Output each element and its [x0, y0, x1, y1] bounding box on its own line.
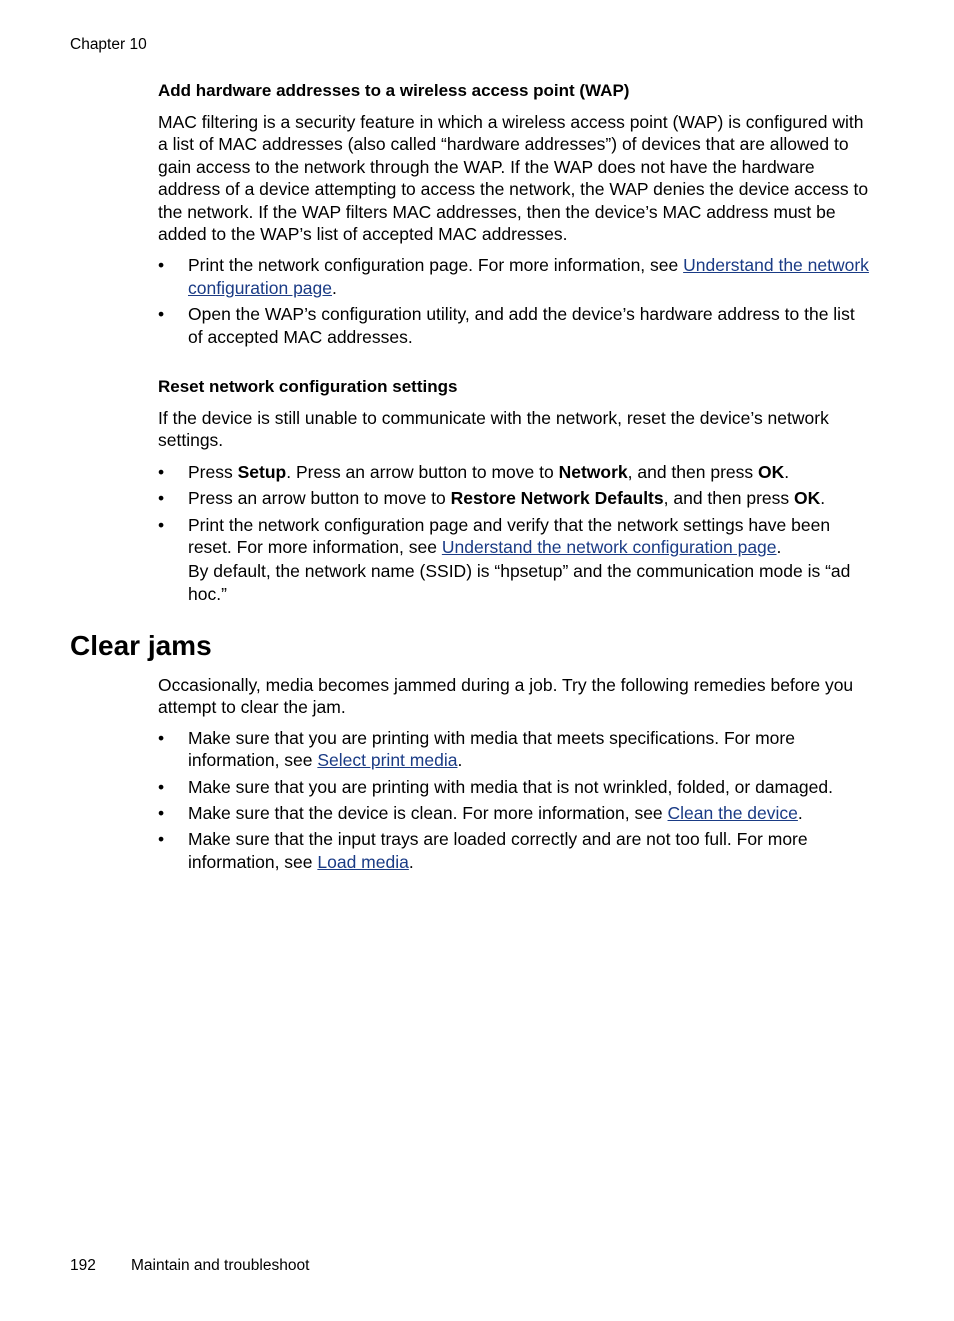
ok-label: OK [794, 488, 821, 509]
setup-label: Setup [237, 461, 287, 482]
list-item-text: Print the network configuration page. For more information, see [188, 255, 684, 276]
list-item [158, 514, 870, 606]
paragraph-jams: Occasionally, media becomes jammed during a job. Try the following remedies before you attempt to clear the jam. [158, 675, 854, 718]
list-item [158, 802, 870, 824]
ok-label: OK [758, 461, 785, 482]
list-item-text: . Press an arrow button to move to [286, 461, 559, 482]
paragraph-reset: If the device is still unable to communicate with the network, reset the device’s network settings. [158, 408, 829, 451]
list-item [158, 303, 870, 348]
list-item-text: , and then press [663, 488, 794, 509]
list-item-text: Make sure that you are printing with media that is not wrinkled, folded, or damaged. [188, 776, 833, 797]
footer-section-title: Maintain and troubleshoot [131, 1257, 310, 1274]
link-load-media[interactable]: Load media [317, 851, 409, 872]
list-item [158, 254, 870, 299]
bullet-list-wap [158, 254, 870, 348]
section-title-wap: Add hardware addresses to a wireless access point (WAP) [158, 81, 630, 100]
link-understand-config-page[interactable]: Understand the network configuration page [441, 537, 777, 558]
list-item-text: . [820, 488, 826, 509]
list-item [158, 727, 870, 772]
page-heading-clear-jams: Clear jams [70, 630, 212, 661]
list-item [158, 828, 870, 873]
link-understand-config-page[interactable]: Understand the network configuration page [188, 255, 869, 298]
list-item-text: . [784, 461, 790, 482]
section-title-reset: Reset network configuration settings [158, 377, 458, 396]
list-item-text: Make sure that the device is clean. For more information, see [188, 803, 668, 824]
list-item-text: . [457, 750, 463, 771]
list-item [158, 776, 870, 798]
list-item-text: Print the network configuration page and verify that the network settings have been reset. For more information, see [188, 514, 831, 558]
bullet-list-jams [158, 727, 870, 873]
section-reset [158, 376, 870, 605]
page-number: 192 [70, 1257, 96, 1274]
link-select-print-media[interactable]: Select print media [317, 750, 458, 771]
list-item-text: Open the WAP’s configuration utility, and add the device’s hardware address to the list of accepted MAC addresses. [188, 304, 855, 347]
list-item-text: . [797, 803, 803, 824]
list-item-text: , and then press [627, 461, 759, 482]
list-item-text: . [776, 537, 782, 558]
section-jams [158, 674, 870, 873]
list-item-text: Press [188, 461, 238, 482]
network-label: Network [558, 461, 628, 482]
restore-defaults-label: Restore Network Defaults [450, 488, 664, 509]
list-item-text: Make sure that you are printing with media that meets specifications. For more information, see [188, 727, 795, 771]
note-default-ssid: By default, the network name (SSID) is “hpsetup” and the communication mode is “ad hoc.” [188, 561, 851, 604]
list-item-text: . [408, 851, 414, 872]
paragraph-wap: MAC filtering is a security feature in which a wireless access point (WAP) is configured with a list of MAC addresses (also called “hardware addresses”) of devices that are allowed to gain access to the network through the WAP. If the WAP does not have the hardware address of a device attempting to access the network, the WAP denies the device access to the network. If the WAP filters MAC addresses, then the device’s MAC address must be added to the WAP’s list of accepted MAC addresses. [158, 112, 869, 245]
list-item [158, 487, 870, 509]
link-clean-the-device[interactable]: Clean the device [667, 803, 798, 824]
list-item-text: Press an arrow button to move to [188, 488, 451, 509]
section-wap [158, 80, 870, 348]
bullet-list-reset [158, 461, 870, 605]
list-item [158, 461, 870, 483]
chapter-header: Chapter 10 [70, 36, 147, 53]
list-item-text: . [332, 277, 337, 298]
list-item-text: Make sure that the input trays are loaded correctly and are not too full. For more information, see [188, 829, 808, 872]
